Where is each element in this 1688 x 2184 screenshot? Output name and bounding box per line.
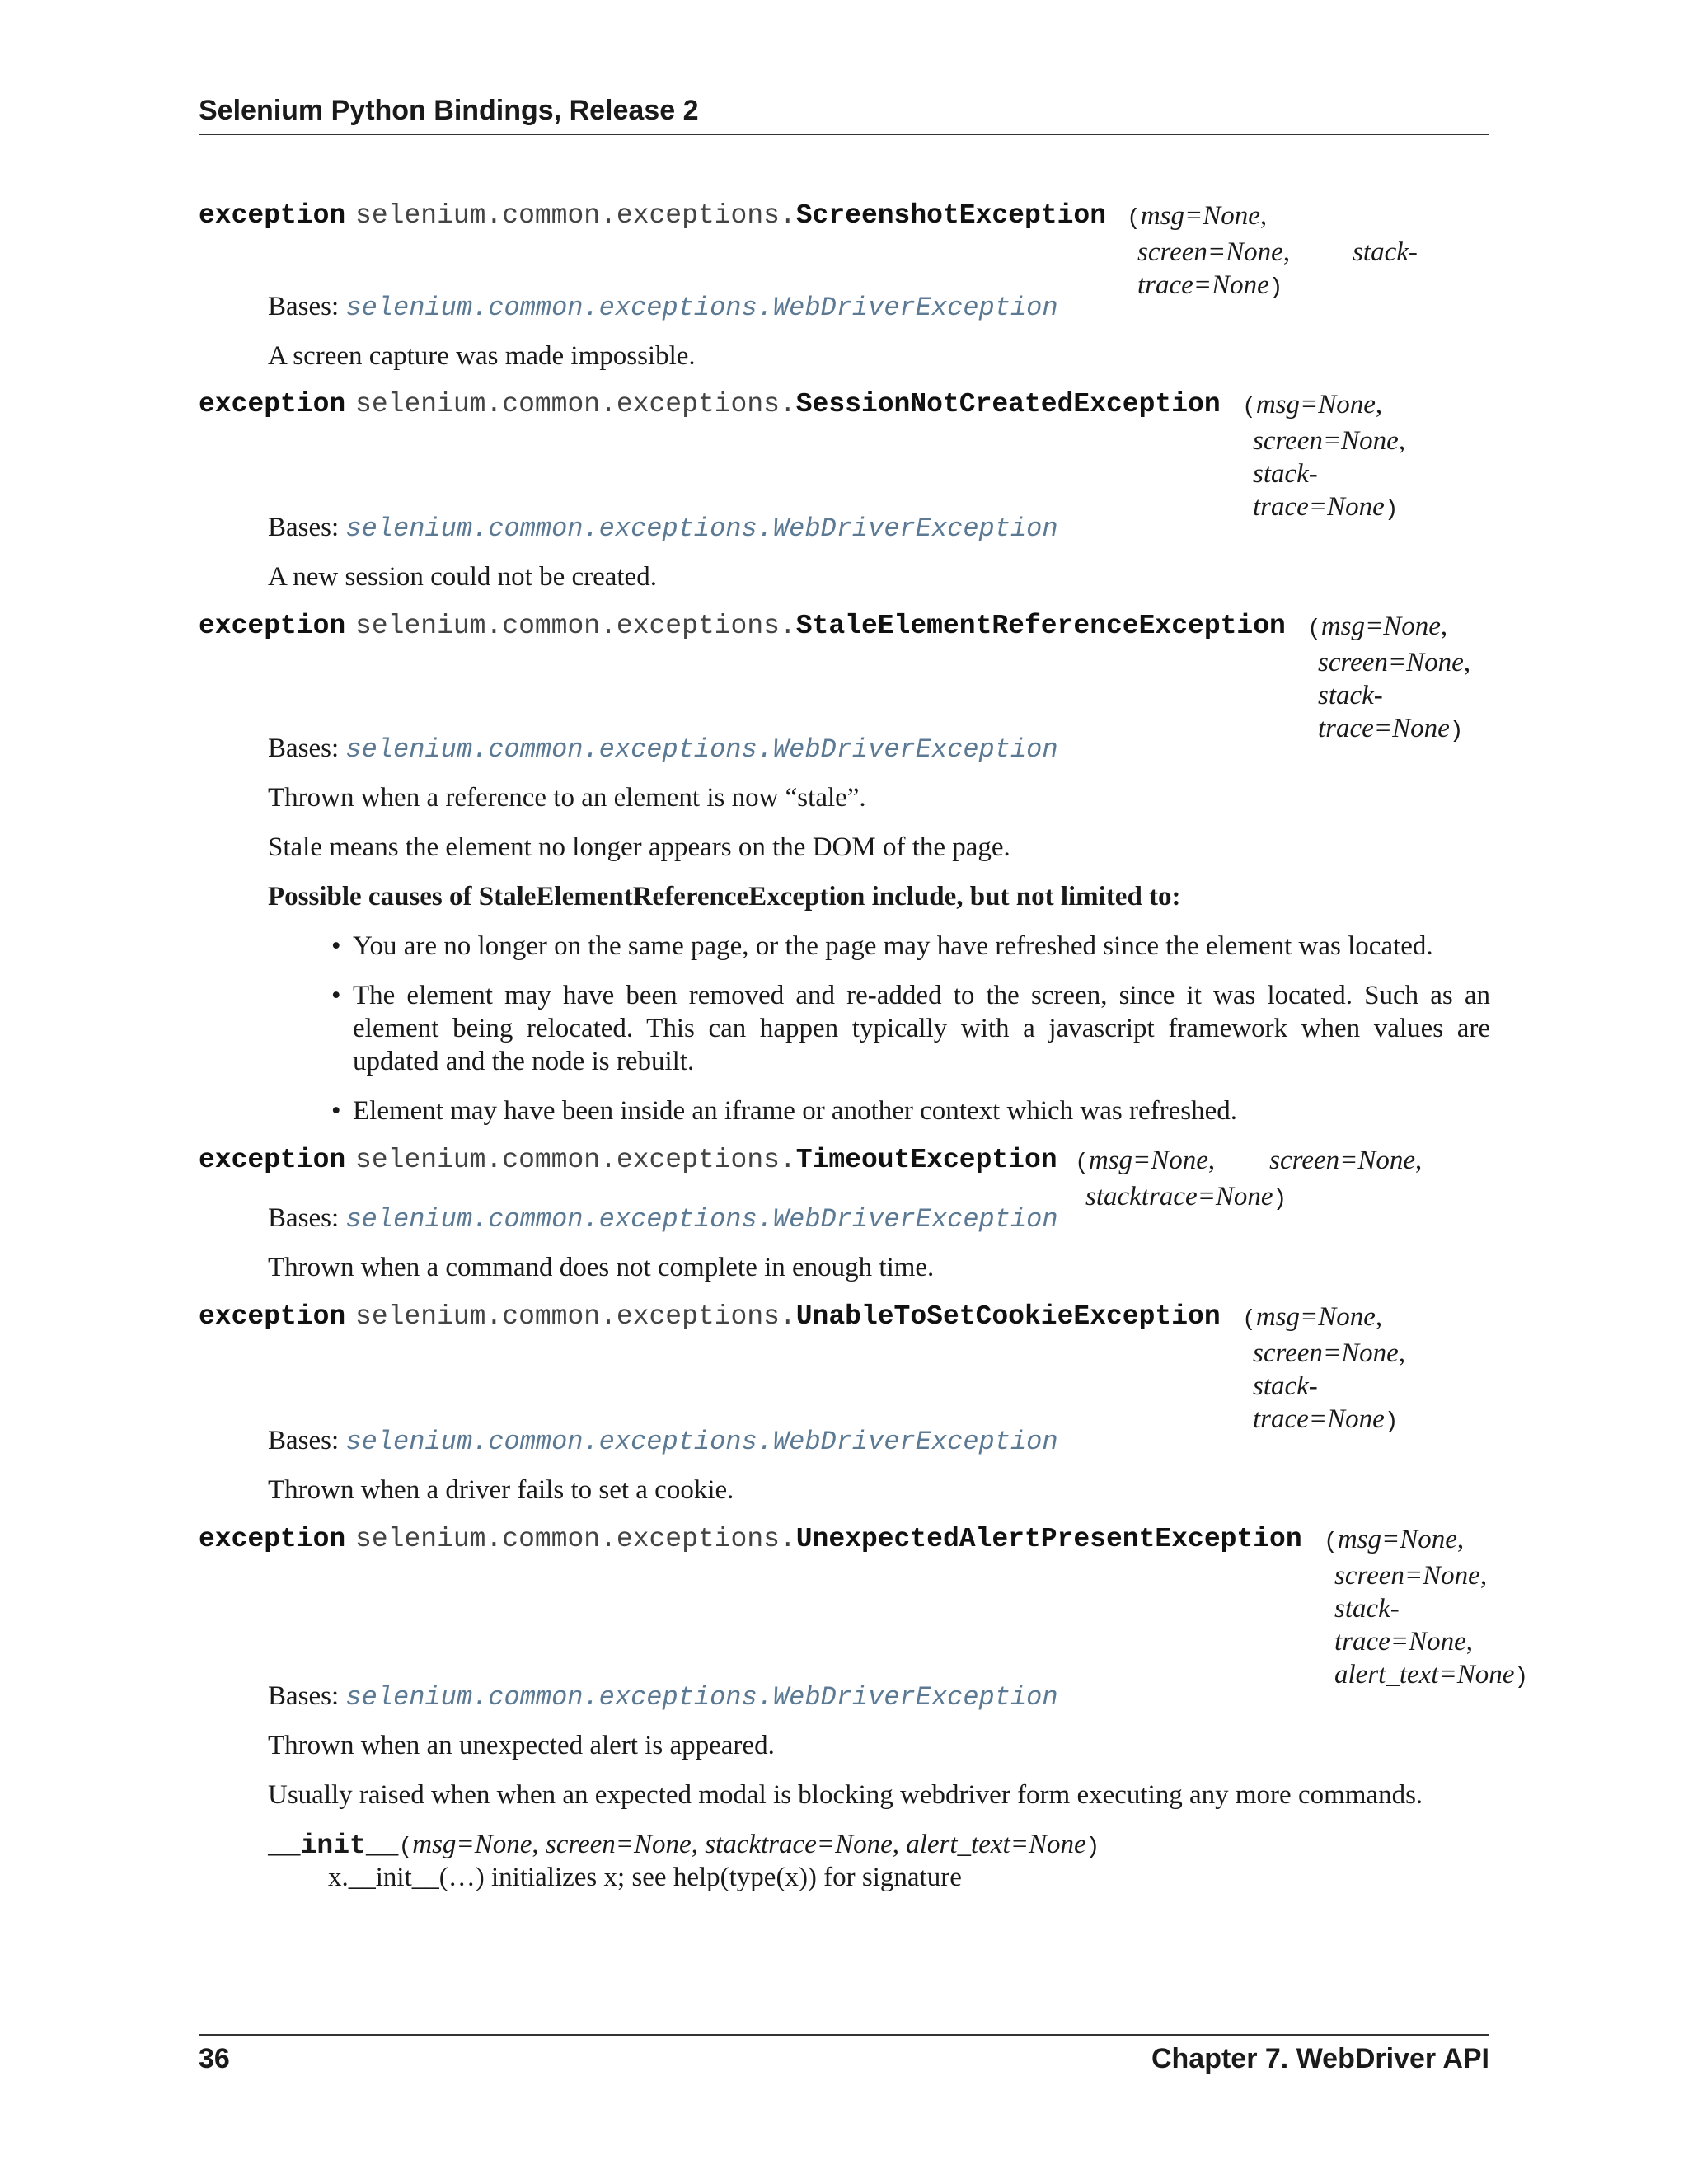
- list-item: • You are no longer on the same page, or the page may have refreshed since the element was located.: [331, 931, 1433, 961]
- signature: [199, 1144, 1517, 1212]
- param: trace=None: [1334, 1627, 1466, 1657]
- bases-line: Bases: selenium.common.exceptions.WebDriverException: [268, 733, 1058, 765]
- bases-link[interactable]: selenium.common.exceptions.WebDriverException: [345, 1204, 1058, 1235]
- description: A screen capture was made impossible.: [268, 341, 696, 371]
- exception-entry-screenshot: [199, 199, 1517, 301]
- bullet-icon: •: [331, 1096, 341, 1126]
- param: screen=None: [1137, 237, 1283, 267]
- description: Thrown when a reference to an element is now “stale”.: [268, 783, 866, 813]
- bases-link[interactable]: selenium.common.exceptions.WebDriverException: [345, 734, 1058, 765]
- param: screen=None: [1269, 1146, 1415, 1175]
- parameter-list: (msg=None, screen=None, stack- trace=None): [1242, 1302, 1406, 1435]
- list-item: • The element may have been removed and re-added to the screen, since it was located. Such as an element being relocated. This can happen typically with a javascript framework when values are updated and the node is rebuilt.: [331, 981, 1490, 1076]
- init-signature: __init__(msg=None, screen=None, stacktrace=None, alert_text=None): [268, 1830, 1100, 1861]
- param: alert_text=None: [906, 1830, 1086, 1859]
- description: Thrown when a command does not complete in enough time.: [268, 1253, 935, 1282]
- keyword: exception: [199, 611, 346, 641]
- param: msg=None: [412, 1830, 532, 1859]
- param: msg=None: [1255, 390, 1376, 419]
- param: trace=None: [1318, 714, 1450, 743]
- list-item: • Element may have been inside an iframe or another context which was refreshed.: [331, 1096, 1237, 1126]
- module-path: selenium.common.exceptions.: [355, 1301, 796, 1332]
- param: msg=None: [1088, 1146, 1208, 1175]
- bases-link[interactable]: selenium.common.exceptions.WebDriverException: [345, 1427, 1058, 1457]
- module-path: selenium.common.exceptions.: [355, 1524, 796, 1554]
- exception-entry-stale-element: [199, 610, 1517, 744]
- module-path: selenium.common.exceptions.: [355, 611, 796, 641]
- class-name: ScreenshotException: [795, 200, 1106, 231]
- param: stack-: [1334, 1594, 1400, 1624]
- keyword: exception: [199, 1301, 346, 1332]
- signature: [199, 1523, 1529, 1690]
- description: A new session could not be created.: [268, 562, 657, 592]
- param: trace=None: [1253, 1404, 1385, 1434]
- class-name: UnableToSetCookieException: [795, 1301, 1221, 1332]
- bases-link[interactable]: selenium.common.exceptions.WebDriverException: [345, 1682, 1058, 1713]
- param: msg=None: [1337, 1525, 1457, 1554]
- keyword: exception: [199, 1524, 346, 1554]
- bases-line: Bases: selenium.common.exceptions.WebDriverException: [268, 513, 1058, 544]
- signature: [199, 199, 1517, 301]
- param: stack-: [1253, 459, 1318, 489]
- class-name: UnexpectedAlertPresentException: [795, 1524, 1302, 1554]
- method-name: __init__: [268, 1830, 399, 1861]
- bases-line: Bases: selenium.common.exceptions.WebDriverException: [268, 292, 1058, 323]
- param: stack-: [1353, 237, 1418, 267]
- bases-line: Bases: selenium.common.exceptions.WebDriverException: [268, 1426, 1058, 1457]
- param: screen=None: [1318, 648, 1464, 677]
- description: Usually raised when when an expected modal is blocking webdriver form executing any more commands.: [268, 1780, 1423, 1810]
- parameter-list: (msg=None, screen=None, stack- trace=None): [1127, 201, 1418, 301]
- param: msg=None: [1140, 201, 1260, 231]
- bases-line: Bases: selenium.common.exceptions.WebDriverException: [268, 1681, 1058, 1713]
- bases-link[interactable]: selenium.common.exceptions.WebDriverException: [345, 293, 1058, 323]
- keyword: exception: [199, 200, 346, 231]
- param: msg=None: [1255, 1302, 1376, 1332]
- description: Thrown when an unexpected alert is appeared.: [268, 1731, 775, 1760]
- parameter-list: (msg=None, screen=None, stack- trace=None, alert_text=None): [1324, 1525, 1529, 1690]
- param: screen=None: [545, 1830, 692, 1859]
- module-path: selenium.common.exceptions.: [355, 1145, 796, 1175]
- param: stacktrace=None: [1085, 1182, 1273, 1212]
- param: screen=None: [1253, 426, 1399, 456]
- class-name: StaleElementReferenceException: [795, 611, 1286, 641]
- param: screen=None: [1253, 1338, 1399, 1368]
- exception-entry-timeout: [199, 1144, 1517, 1212]
- init-doc: x.__init__(…) initializes x; see help(type(x)) for signature: [328, 1863, 962, 1892]
- chapter-title: Chapter 7. WebDriver API: [1151, 2043, 1489, 2074]
- signature: [199, 1301, 1517, 1435]
- header-title: Selenium Python Bindings, Release 2: [199, 95, 699, 126]
- exception-entry-session-not-created: [199, 388, 1517, 523]
- bases-link[interactable]: selenium.common.exceptions.WebDriverException: [345, 513, 1058, 544]
- module-path: selenium.common.exceptions.: [355, 200, 796, 231]
- param: trace=None: [1253, 492, 1385, 522]
- bases-line: Bases: selenium.common.exceptions.WebDriverException: [268, 1203, 1058, 1235]
- bullet-icon: •: [331, 981, 341, 1010]
- param: trace=None: [1137, 270, 1269, 300]
- exception-entry-unexpected-alert: [199, 1523, 1529, 1690]
- parameter-list: (msg=None, screen=None, stack- trace=None): [1242, 390, 1406, 523]
- param: stacktrace=None: [705, 1830, 893, 1859]
- param: stack-: [1318, 681, 1383, 710]
- parameter-list: (msg=None, screen=None, stacktrace=None): [1075, 1146, 1423, 1212]
- exception-entry-unable-to-set-cookie: [199, 1301, 1517, 1435]
- signature: [199, 388, 1517, 523]
- page-number: 36: [199, 2043, 230, 2074]
- param: stack-: [1253, 1371, 1318, 1401]
- bullet-icon: •: [331, 931, 341, 961]
- parameter-list: (msg=None, screen=None, stack- trace=None): [1307, 612, 1471, 744]
- param: alert_text=None: [1334, 1660, 1515, 1690]
- running-header: [199, 92, 1489, 135]
- description: Thrown when a driver fails to set a cookie.: [268, 1475, 734, 1505]
- causes-heading: Possible causes of StaleElementReferenceException include, but not limited to:: [268, 882, 1181, 912]
- keyword: exception: [199, 389, 346, 419]
- keyword: exception: [199, 1145, 346, 1175]
- running-footer: [199, 2034, 1489, 2077]
- signature: [199, 610, 1517, 744]
- description: Stale means the element no longer appears on the DOM of the page.: [268, 832, 1010, 862]
- class-name: TimeoutException: [795, 1145, 1057, 1175]
- module-path: selenium.common.exceptions.: [355, 389, 796, 419]
- param: screen=None: [1334, 1561, 1480, 1591]
- param: msg=None: [1320, 612, 1441, 641]
- class-name: SessionNotCreatedException: [795, 389, 1221, 419]
